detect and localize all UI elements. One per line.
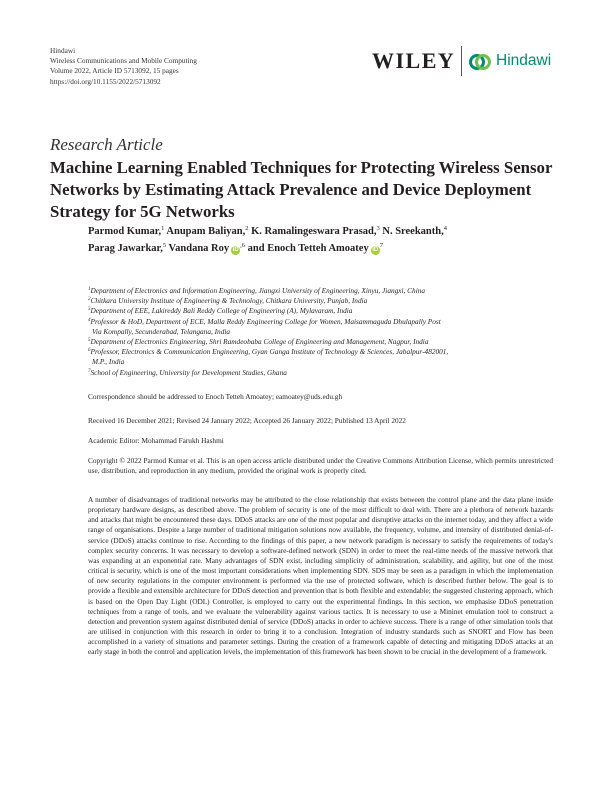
author-affil-sup: 2: [245, 225, 249, 232]
affiliation-text: Professor, Electronics & Communication Engineering, Gyan Ganga Institute of Technology & Sciences, Jabalpur-482001,: [90, 347, 449, 357]
journal-name: Wireless Communications and Mobile Computing: [50, 56, 197, 66]
author-affil-sup: 3: [376, 225, 380, 232]
author-affil-sup: 1: [161, 225, 165, 232]
copyright-notice: Copyright © 2022 Parmod Kumar et al. This is an open access article distributed under the Creative Commons Attribution License, which permits unrestricted use, distribution, and reproduction in any medium, provided the original work is properly cited.: [88, 456, 553, 476]
affiliation-number: 2: [88, 297, 91, 303]
doi-link[interactable]: https://doi.org/10.1155/2022/5713092: [50, 76, 161, 86]
author-name: Parmod Kumar,: [88, 226, 162, 237]
author-affil-sup: 7: [379, 241, 383, 249]
affiliation-item: [88, 296, 558, 306]
affiliation-text: Department of Electronics Engineering, Shri Ramdeobaba College of Engineering and Management, Nagpur, India: [90, 337, 429, 347]
logo-divider: [461, 46, 462, 76]
author-affil-sup: 4: [443, 225, 447, 232]
affiliation-number: 3: [88, 307, 91, 313]
journal-metadata: [50, 46, 197, 87]
affiliation-text: Department of EEE, Lakireddy Bali Reddy College of Engineering (A), Mylavaram, India: [90, 306, 353, 316]
affiliation-number: 7: [88, 368, 91, 374]
author-affil-sup: 5: [162, 241, 167, 249]
affiliation-number: 5: [88, 338, 91, 344]
author-list: [88, 224, 558, 257]
affiliation-item: [88, 306, 558, 316]
author-name: K. Ramalingeswara Prasad,: [251, 226, 377, 237]
hindawi-logo-icon: [468, 50, 492, 74]
affiliation-text: Professor & HoD, Department of ECE, Malla Reddy Engineering College for Women, Maisammaguda Dhulapally Post: [90, 316, 441, 326]
affiliation-number: 4: [88, 317, 91, 323]
author-name: N. Sreekanth,: [382, 226, 444, 237]
affiliation-text: School of Engineering, University for Development Studies, Ghana: [90, 367, 287, 377]
affiliation-text: Chitkara University Institute of Engineering & Technology, Chitkara University, Punjab, India: [90, 296, 368, 306]
author-affil-sup: ,6: [240, 241, 246, 249]
affiliation-item: [88, 337, 558, 347]
correspondence-line: Correspondence should be addressed to Enoch Tetteh Amoatey; eamoatey@uds.edu.gh: [88, 392, 343, 401]
affiliation-item: [88, 317, 558, 337]
affiliation-item: [88, 286, 558, 296]
hindawi-logo-text: Hindawi: [496, 52, 552, 69]
publication-dates: Received 16 December 2021; Revised 24 January 2022; Accepted 26 January 2022; Published 13 April 2022: [88, 416, 406, 425]
orcid-icon[interactable]: iD: [372, 246, 379, 253]
volume-line: Volume 2022, Article ID 5713092, 15 pages: [50, 66, 179, 76]
paper-title: Machine Learning Enabled Techniques for Protecting Wireless Sensor Networks by Estimating Attack Prevalence and Device Deployment Strategy for 5G Networks: [50, 158, 553, 221]
affiliation-list: [88, 286, 558, 378]
author-name: Parag Jawarkar,: [88, 242, 163, 254]
affiliation-text: Department of Electronics and Information Engineering, Jiangxi University of Engineering, Xinyu, Jiangxi, China: [90, 286, 426, 295]
publisher-name: Hindawi: [50, 46, 76, 55]
affiliation-number: 6: [88, 348, 91, 354]
affiliation-continuation: M.P., India: [92, 357, 125, 367]
author-name: Anupam Baliyan,: [166, 226, 246, 237]
affiliation-item: [88, 347, 558, 367]
author-name: Vandana Roy: [168, 242, 230, 254]
affiliation-number: 1: [88, 287, 91, 292]
affiliation-continuation: Via Kompally, Secunderabad, Telangana, India: [92, 326, 231, 336]
wiley-logo: WILEY: [372, 48, 456, 73]
orcid-icon[interactable]: iD: [232, 246, 239, 253]
affiliation-item: [88, 368, 558, 378]
academic-editor: Academic Editor: Mohammad Farukh Hashmi: [88, 436, 224, 445]
author-name: and Enoch Tetteh Amoatey: [247, 242, 369, 254]
abstract-text: A number of disadvantages of traditional networks may be attributed to the close relationship that exists between the control plane and the data plane inside proprietary hardware designs, as described above. The problem of security is one of the most difficult to deal with. There are a plethora of network hazards and attacks that might be encountered these days. DDoS attacks are one of the most popular and disruptive attacks on the internet today, and they affect a wide range of organisations. Despite a large number of traditional mitigation solutions now available, the frequency, volume, and intensity of distributed denial-of-service (DDoS) attacks continue to rise. According to the findings of this paper, a new network paradigm is necessary to satisfy the requirements of today's complex security concerns. It was necessary to develop a software-defined network (SDN) in order to meet the real-time needs of the massive network that was expanding at an exponential rate. Many advantages of SDN exist, including simplicity of administration, scalability, and agility, but one of the most critical is security, which is one of the most important considerations when implementing SDN. SDS may be seen as a paradigm in which the implementation of new security regulations in the computer environment is performed via the use of protected software, which is described further below. The goal is to provide a flexible and extensible architecture for DDoS detection and prevention that is both flexible and extendable; the suggested clustering approach, which is based on the Open Day Light (ODL) Controller, is employed to carry out the experimental findings. In this section, we emphasise DDoS penetration techniques from a range of tools, and we evaluate the vulnerability against various tactics. It is necessary to use a Mininet emulation tool to construct a detection and prevention system against distributed denial of service (DDoS) attacks in order to achieve success. There is a range of other simulation tools that are utilised in conjunction with this research in order to bring it to a conclusion. Integration of industry standards such as SNORT and Flow has been accomplished in a variety of situations and parameter settings. During the creation of a framework capable of detecting and mitigating DDoS attacks at an early stage in both the control and application levels, the implementation of this framework has been shown to be crucial in the development of a framework.: [88, 495, 553, 657]
article-type: Research Article: [50, 135, 163, 154]
